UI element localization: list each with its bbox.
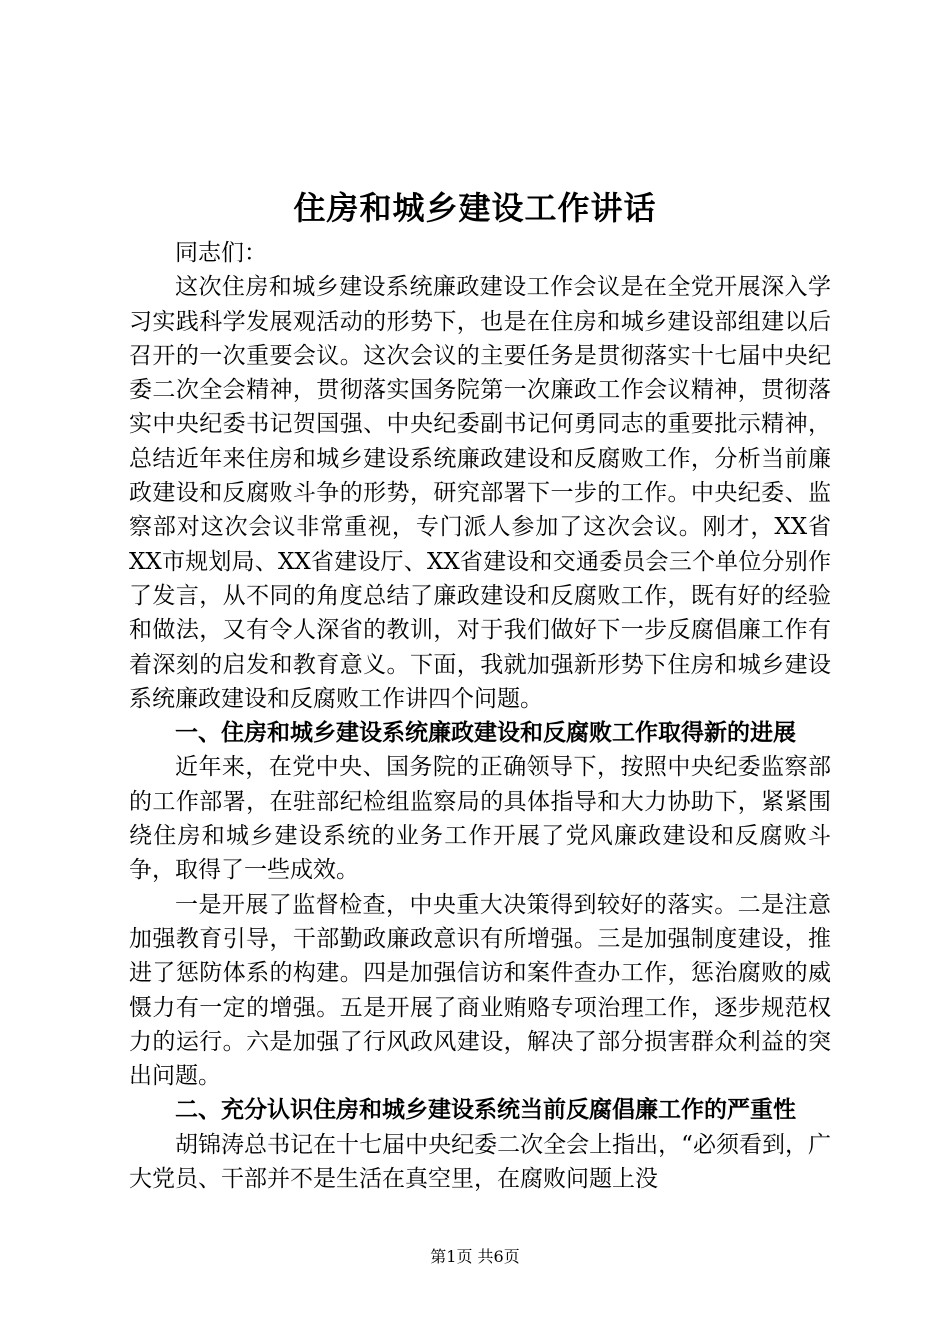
salutation-paragraph: 同志们： — [175, 240, 267, 266]
body-paragraph: 一是开展了监督检查，中央重大决策得到较好的落实。二是注意加强教育引导，干部勤政廉政意识有所增强。三是加强制度建设，推进了惩防体系的构建。四是加强信访和案件查办工作，惩治腐败的威慑力有一定的增强。五是开展了商业贿赂专项治理工作，逐步规范权力的运行。六是加强了行风政风建设，解决了部分损害群众利益的突出问题。 — [129, 891, 831, 1090]
section-heading: 一、住房和城乡建设系统廉政建设和反腐败工作取得新的进展 — [175, 720, 796, 747]
section-heading: 二、充分认识住房和城乡建设系统当前反腐倡廉工作的严重性 — [175, 1097, 796, 1124]
body-paragraph: 近年来，在党中央、国务院的正确领导下，按照中央纪委监察部的工作部署，在驻部纪检组监察局的具体指导和大力协助下，紧紧围绕住房和城乡建设系统的业务工作开展了党风廉政建设和反腐败斗争，取得了一些成效。 — [129, 754, 831, 884]
document-title: 住房和城乡建设工作讲话 — [293, 189, 657, 227]
body-paragraph: 这次住房和城乡建设系统廉政建设工作会议是在全党开展深入学习实践科学发展观活动的形势下，也是在住房和城乡建设部组建以后召开的一次重要会议。这次会议的主要任务是贯彻落实十七届中央纪委二次全会精神，贯彻落实国务院第一次廉政工作会议精神，贯彻落实中央纪委书记贺国强、中央纪委副书记何勇同志的重要批示精神，总结近年来住房和城乡建设系统廉政建设和反腐败工作，分析当前廉政建设和反腐败斗争的形势，研究部署下一步的工作。中央纪委、监察部对这次会议非常重视，专门派人参加了这次会议。刚才，XX省XX市规划局、XX省建设厅、XX省建设和交通委员会三个单位分别作了发言，从不同的角度总结了廉政建设和反腐败工作，既有好的经验和做法，又有令人深省的教训，对于我们做好下一步反腐倡廉工作有着深刻的启发和教育意义。下面，我就加强新形势下住房和城乡建设系统廉政建设和反腐败工作讲四个问题。 — [129, 274, 831, 712]
page-footer: 第1页 共6页 — [430, 1247, 520, 1266]
document-body — [129, 236, 831, 1196]
body-paragraph: 胡锦涛总书记在十七届中央纪委二次全会上指出，“必须看到，广大党员、干部并不是生活在真空里，在腐败问题上没 — [129, 1131, 831, 1193]
